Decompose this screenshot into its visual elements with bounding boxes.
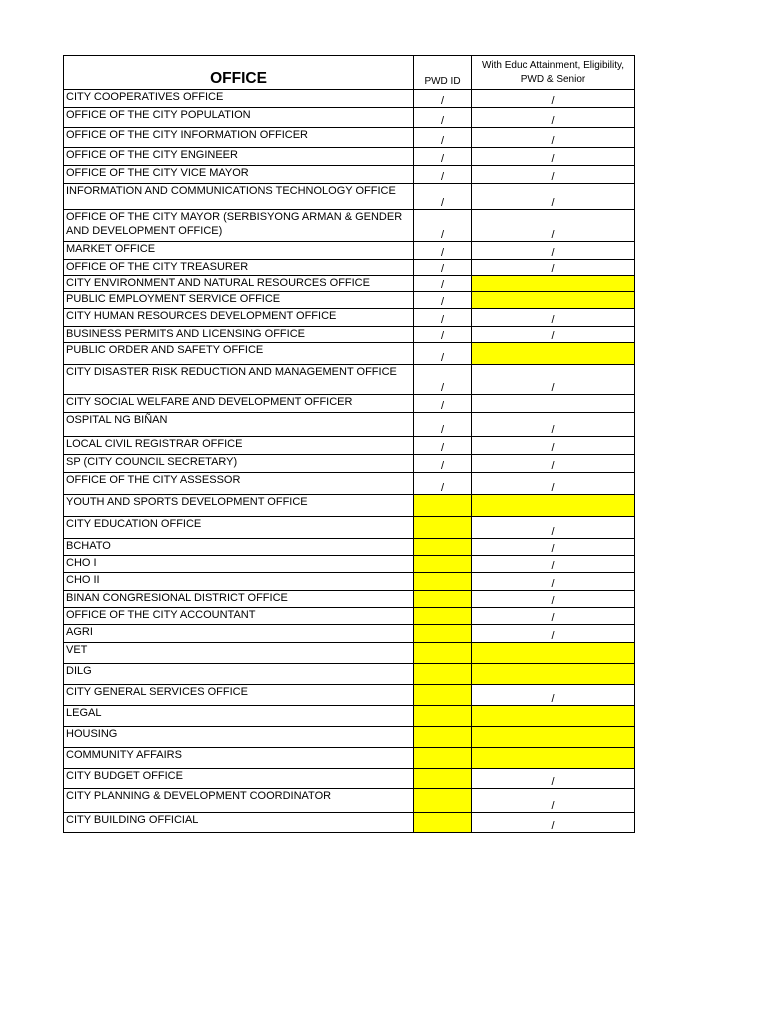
pwd-id-cell — [414, 495, 472, 517]
educ-attainment-cell: / — [472, 789, 635, 813]
pwd-id-cell: / — [414, 128, 472, 148]
educ-attainment-cell — [472, 343, 635, 365]
table-row — [64, 90, 635, 108]
table-row — [64, 473, 635, 495]
educ-attainment-cell: / — [472, 769, 635, 789]
educ-attainment-cell: / — [472, 473, 635, 495]
educ-attainment-cell: / — [472, 210, 635, 242]
pwd-id-cell — [414, 643, 472, 664]
office-name-cell: OFFICE OF THE CITY ACCOUNTANT — [64, 608, 414, 625]
educ-attainment-cell: / — [472, 591, 635, 608]
educ-attainment-cell: / — [472, 608, 635, 625]
educ-attainment-cell: / — [472, 625, 635, 643]
educ-attainment-cell: / — [472, 309, 635, 327]
table-row — [64, 556, 635, 573]
table-row — [64, 260, 635, 276]
table-row — [64, 276, 635, 292]
office-name-cell: MARKET OFFICE — [64, 242, 414, 260]
office-name-cell: BCHATO — [64, 539, 414, 556]
table-row — [64, 591, 635, 608]
office-name-cell: OFFICE OF THE CITY MAYOR (SERBISYONG ARMAN & GENDER AND DEVELOPMENT OFFICE) — [64, 210, 414, 242]
educ-attainment-cell: / — [472, 365, 635, 395]
educ-attainment-cell: / — [472, 437, 635, 455]
educ-attainment-cell: / — [472, 517, 635, 539]
pwd-id-cell — [414, 685, 472, 706]
table-row — [64, 210, 635, 242]
table-row — [64, 365, 635, 395]
pwd-id-cell: / — [414, 309, 472, 327]
pwd-id-cell: / — [414, 148, 472, 166]
pwd-id-cell: / — [414, 365, 472, 395]
office-name-cell: CITY SOCIAL WELFARE AND DEVELOPMENT OFFICER — [64, 395, 414, 413]
table-row — [64, 128, 635, 148]
office-name-cell: CITY BUDGET OFFICE — [64, 769, 414, 789]
office-name-cell: PUBLIC EMPLOYMENT SERVICE OFFICE — [64, 292, 414, 309]
table-row — [64, 148, 635, 166]
pwd-id-cell: / — [414, 276, 472, 292]
table-row — [64, 727, 635, 748]
table-row — [64, 242, 635, 260]
pwd-id-cell: / — [414, 455, 472, 473]
educ-attainment-cell — [472, 706, 635, 727]
office-name-cell: PUBLIC ORDER AND SAFETY OFFICE — [64, 343, 414, 365]
office-name-cell: LEGAL — [64, 706, 414, 727]
office-name-cell: CITY PLANNING & DEVELOPMENT COORDINATOR — [64, 789, 414, 813]
table-body — [64, 90, 635, 833]
educ-attainment-cell — [472, 395, 635, 413]
office-name-cell: YOUTH AND SPORTS DEVELOPMENT OFFICE — [64, 495, 414, 517]
educ-attainment-cell — [472, 292, 635, 309]
office-name-cell: CITY HUMAN RESOURCES DEVELOPMENT OFFICE — [64, 309, 414, 327]
pwd-id-cell: / — [414, 242, 472, 260]
header-educ-attainment: With Educ Attainment, Eligibility, PWD & Senior — [472, 56, 635, 90]
pwd-id-cell — [414, 769, 472, 789]
educ-attainment-cell: / — [472, 539, 635, 556]
pwd-id-cell — [414, 608, 472, 625]
office-name-cell: OSPITAL NG BIÑAN — [64, 413, 414, 437]
table-row — [64, 706, 635, 727]
pwd-id-cell: / — [414, 437, 472, 455]
pwd-id-cell: / — [414, 184, 472, 210]
table-row — [64, 437, 635, 455]
educ-attainment-cell — [472, 664, 635, 685]
pwd-id-cell: / — [414, 413, 472, 437]
pwd-id-cell — [414, 517, 472, 539]
table-row — [64, 769, 635, 789]
educ-attainment-cell: / — [472, 108, 635, 128]
table-row — [64, 573, 635, 591]
office-table — [63, 55, 635, 833]
table-row — [64, 685, 635, 706]
office-name-cell: OFFICE OF THE CITY INFORMATION OFFICER — [64, 128, 414, 148]
office-name-cell: HOUSING — [64, 727, 414, 748]
educ-attainment-cell: / — [472, 166, 635, 184]
pwd-id-cell: / — [414, 292, 472, 309]
pwd-id-cell — [414, 664, 472, 685]
pwd-id-cell: / — [414, 90, 472, 108]
table-row — [64, 327, 635, 343]
office-name-cell: DILG — [64, 664, 414, 685]
header-row — [64, 56, 635, 90]
office-name-cell: VET — [64, 643, 414, 664]
table-row — [64, 184, 635, 210]
table-row — [64, 343, 635, 365]
educ-attainment-cell: / — [472, 260, 635, 276]
pwd-id-cell: / — [414, 327, 472, 343]
pwd-id-cell: / — [414, 166, 472, 184]
office-name-cell: OFFICE OF THE CITY POPULATION — [64, 108, 414, 128]
educ-attainment-cell: / — [472, 148, 635, 166]
educ-attainment-cell — [472, 643, 635, 664]
pwd-id-cell — [414, 813, 472, 833]
table-row — [64, 664, 635, 685]
header-pwd-id: PWD ID — [414, 56, 472, 90]
educ-attainment-cell: / — [472, 813, 635, 833]
office-name-cell: CITY ENVIRONMENT AND NATURAL RESOURCES OFFICE — [64, 276, 414, 292]
office-name-cell: CITY BUILDING OFFICIAL — [64, 813, 414, 833]
table-row — [64, 166, 635, 184]
educ-attainment-cell: / — [472, 128, 635, 148]
table-row — [64, 789, 635, 813]
educ-attainment-cell — [472, 748, 635, 769]
pwd-id-cell — [414, 625, 472, 643]
table-row — [64, 309, 635, 327]
pwd-id-cell — [414, 539, 472, 556]
table-row — [64, 539, 635, 556]
office-name-cell: CHO I — [64, 556, 414, 573]
table-row — [64, 413, 635, 437]
office-name-cell: OFFICE OF THE CITY TREASURER — [64, 260, 414, 276]
educ-attainment-cell: / — [472, 242, 635, 260]
educ-attainment-cell: / — [472, 90, 635, 108]
pwd-id-cell — [414, 573, 472, 591]
table-row — [64, 643, 635, 664]
pwd-id-cell — [414, 727, 472, 748]
pwd-id-cell — [414, 748, 472, 769]
table-row — [64, 292, 635, 309]
office-name-cell: BUSINESS PERMITS AND LICENSING OFFICE — [64, 327, 414, 343]
table-row — [64, 517, 635, 539]
educ-attainment-cell — [472, 727, 635, 748]
pwd-id-cell: / — [414, 343, 472, 365]
office-name-cell: COMMUNITY AFFAIRS — [64, 748, 414, 769]
office-name-cell: CITY EDUCATION OFFICE — [64, 517, 414, 539]
educ-attainment-cell: / — [472, 556, 635, 573]
office-name-cell: CHO II — [64, 573, 414, 591]
educ-attainment-cell: / — [472, 413, 635, 437]
educ-attainment-cell: / — [472, 455, 635, 473]
pwd-id-cell — [414, 789, 472, 813]
educ-attainment-cell — [472, 495, 635, 517]
table-row — [64, 748, 635, 769]
table-row — [64, 625, 635, 643]
table-row — [64, 108, 635, 128]
office-name-cell: LOCAL CIVIL REGISTRAR OFFICE — [64, 437, 414, 455]
office-name-cell: CITY DISASTER RISK REDUCTION AND MANAGEMENT OFFICE — [64, 365, 414, 395]
educ-attainment-cell: / — [472, 327, 635, 343]
office-name-cell: BINAN CONGRESIONAL DISTRICT OFFICE — [64, 591, 414, 608]
office-name-cell: AGRI — [64, 625, 414, 643]
office-name-cell: OFFICE OF THE CITY ASSESSOR — [64, 473, 414, 495]
pwd-id-cell — [414, 556, 472, 573]
table-row — [64, 813, 635, 833]
pwd-id-cell — [414, 591, 472, 608]
office-name-cell: SP (CITY COUNCIL SECRETARY) — [64, 455, 414, 473]
office-name-cell: CITY COOPERATIVES OFFICE — [64, 90, 414, 108]
table-row — [64, 608, 635, 625]
table-row — [64, 395, 635, 413]
header-office: OFFICE — [64, 56, 414, 90]
educ-attainment-cell: / — [472, 685, 635, 706]
office-name-cell: INFORMATION AND COMMUNICATIONS TECHNOLOGY OFFICE — [64, 184, 414, 210]
office-name-cell: OFFICE OF THE CITY VICE MAYOR — [64, 166, 414, 184]
pwd-id-cell: / — [414, 473, 472, 495]
table-row — [64, 455, 635, 473]
pwd-id-cell: / — [414, 260, 472, 276]
pwd-id-cell: / — [414, 108, 472, 128]
educ-attainment-cell: / — [472, 573, 635, 591]
educ-attainment-cell: / — [472, 184, 635, 210]
pwd-id-cell: / — [414, 395, 472, 413]
table-row — [64, 495, 635, 517]
pwd-id-cell: / — [414, 210, 472, 242]
educ-attainment-cell — [472, 276, 635, 292]
pwd-id-cell — [414, 706, 472, 727]
office-name-cell: CITY GENERAL SERVICES OFFICE — [64, 685, 414, 706]
office-name-cell: OFFICE OF THE CITY ENGINEER — [64, 148, 414, 166]
